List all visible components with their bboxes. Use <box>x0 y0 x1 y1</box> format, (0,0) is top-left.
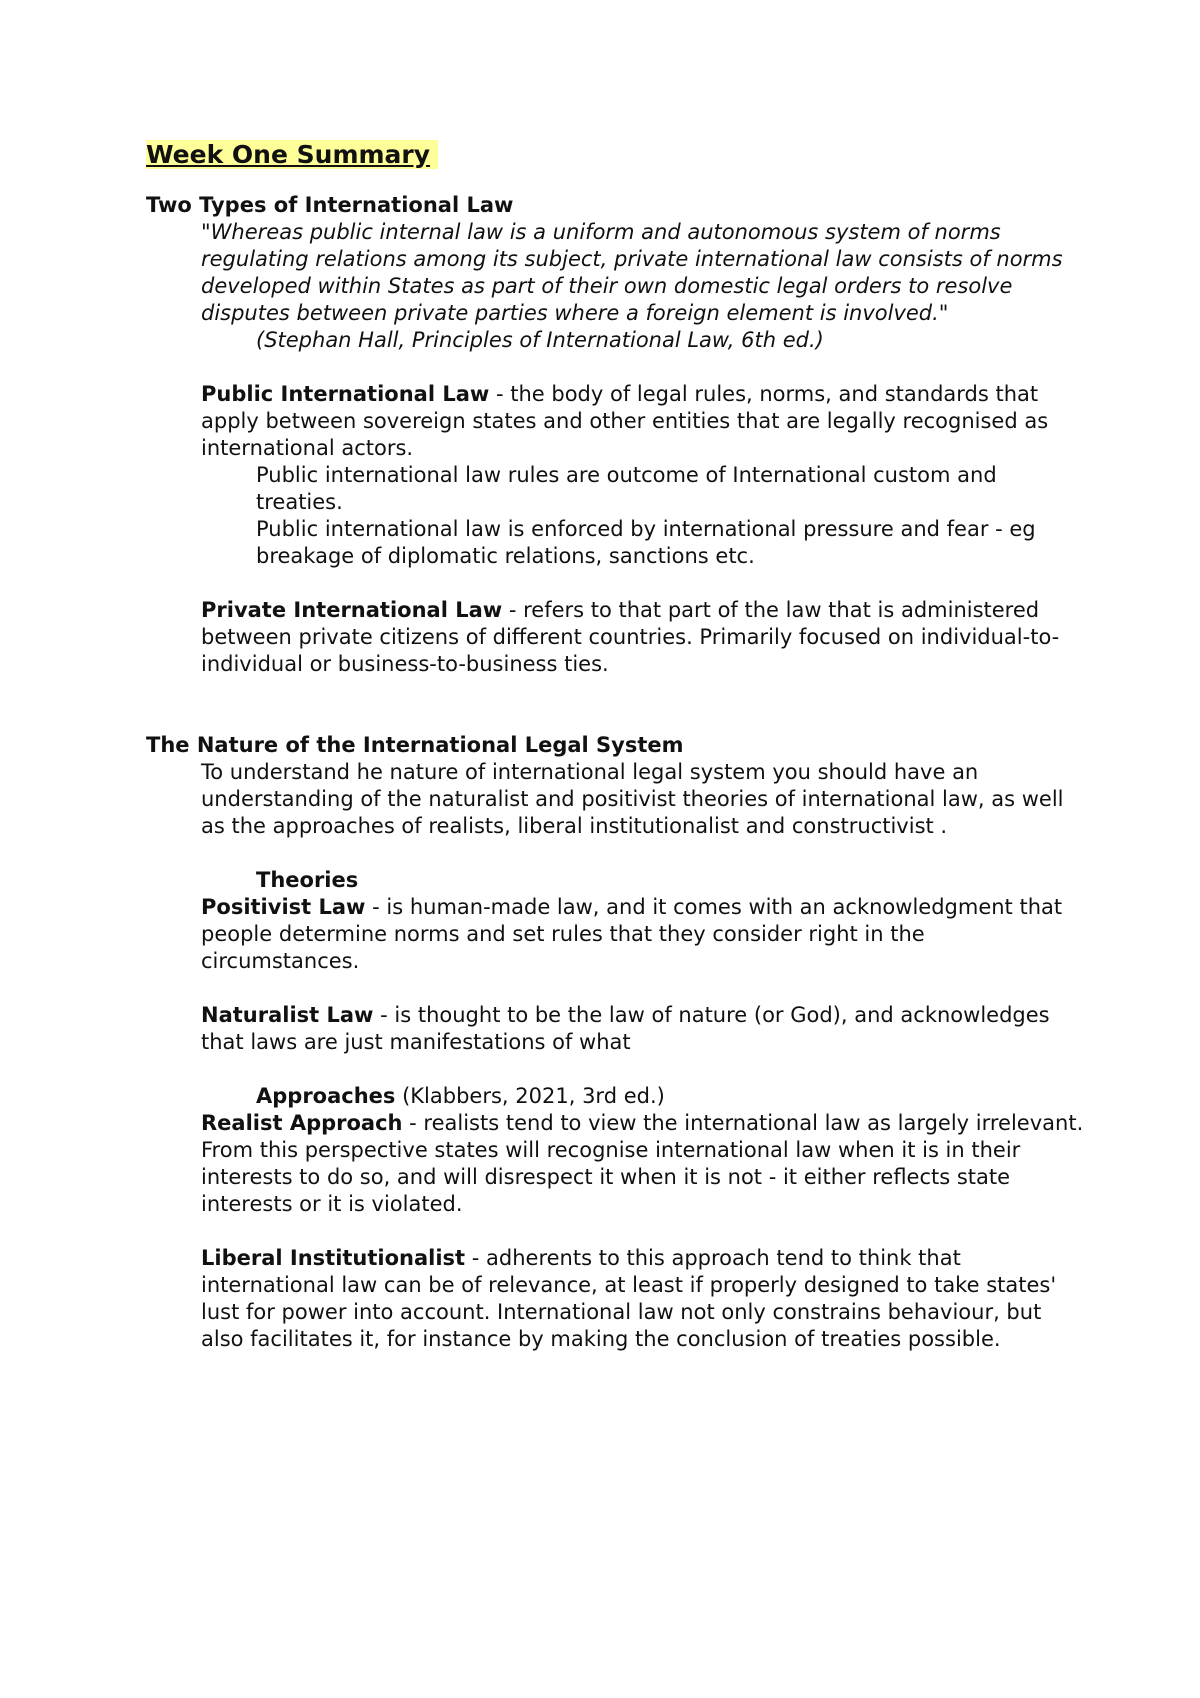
approaches-heading: Approaches (Klabbers, 2021, 3rd ed.) <box>256 1084 665 1108</box>
hall-quote: "Whereas public internal law is a uniform and autonomous system of norms regulating relations among its subject, private international law consists of norms developed within States as part of their own domestic legal orders to resolve disputes between private parties where a foreign element is involved." <box>201 220 1063 325</box>
public-law-point: Public international law rules are outcome of International custom and treaties. <box>256 463 997 514</box>
realist-term: Realist Approach <box>201 1111 403 1135</box>
private-law-definition: Private International Law - refers to that part of the law that is administered between private citizens of different countries. Primarily focused on individual-to-individual or business-to-business ties. <box>201 598 1060 676</box>
naturalist-definition: Naturalist Law - is thought to be the law of nature (or God), and acknowledges that laws are just manifestations of what <box>201 1003 1050 1054</box>
realist-definition: Realist Approach - realists tend to view the international law as largely irrelevant. From this perspective states will recognise international law when it is in their interests to do so, and will disrespect it when it is not - it either reflects state interests or it is violated. <box>201 1111 1084 1216</box>
public-law-term: Public International Law <box>201 382 490 406</box>
public-law-point: Public international law is enforced by international pressure and fear - eg breakage of diplomatic relations, sanctions etc. <box>256 517 1036 568</box>
theories-heading: Theories <box>256 868 359 892</box>
section-nature-body <box>201 759 1086 1353</box>
public-law-definition: Public International Law - the body of legal rules, norms, and standards that apply between sovereign states and other entities that are legally recognised as international actors. <box>201 382 1049 460</box>
section-heading-nature: The Nature of the International Legal System <box>146 733 684 757</box>
private-law-term: Private International Law <box>201 598 503 622</box>
positivist-definition: Positivist Law - is human-made law, and it comes with an acknowledgment that people determine norms and set rules that they consider right in the circumstances. <box>201 895 1063 973</box>
nature-intro: To understand he nature of international legal system you should have an understanding of the naturalist and positivist theories of international law, as well as the approaches of realists, liberal institutionalist and constructivist . <box>201 760 1064 838</box>
liberal-definition: Liberal Institutionalist - adherents to this approach tend to think that international law can be of relevance, at least if properly designed to take states' lust for power into account. International law not only constrains behaviour, but also facilitates it, for instance by making the conclusion of treaties possible. <box>201 1246 1057 1351</box>
section-heading-types: Two Types of International Law <box>146 193 514 217</box>
positivist-term: Positivist Law <box>201 895 366 919</box>
quote-source: (Stephan Hall, Principles of International Law, 6th ed.) <box>256 328 824 352</box>
naturalist-term: Naturalist Law <box>201 1003 374 1027</box>
document-page <box>146 138 1086 1353</box>
liberal-term: Liberal Institutionalist <box>201 1246 466 1270</box>
section-types-body <box>201 219 1086 678</box>
page-title: Week One Summary <box>146 138 1086 172</box>
approaches-reference: (Klabbers, 2021, 3rd ed.) <box>395 1084 665 1108</box>
